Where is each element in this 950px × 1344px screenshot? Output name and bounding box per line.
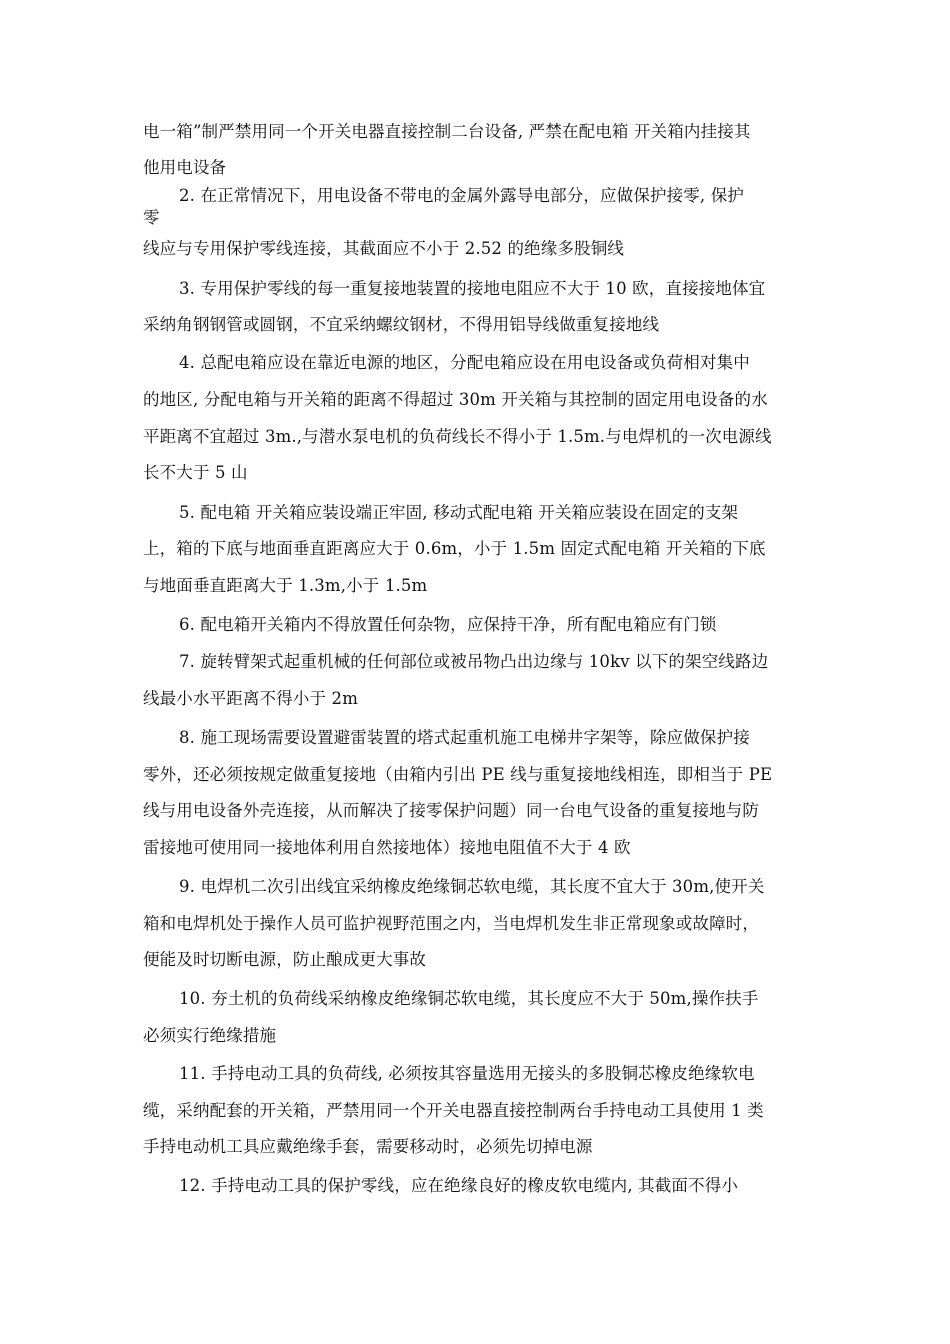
text-line: 手持电动机工具应戴绝缘手套，需要移动时，必须先切掉电源 xyxy=(143,1137,593,1156)
text-line: 与地面垂直距离大于 1.3m,小于 1.5m xyxy=(143,576,428,595)
text-line: 2. 在正常情况下，用电设备不带电的金属外露导电部分，应做保护接零, 保护 xyxy=(179,186,745,205)
text-line: 12. 手持电动工具的保护零线，应在绝缘良好的橡皮软电缆内, 其截面不得小 xyxy=(179,1176,739,1195)
text-line: 零外，还必须按规定做重复接地（由箱内引出 PE 线与重复接地线相连，即相当于 PE xyxy=(143,765,773,784)
text-line: 8. 施工现场需要设置避雷装置的塔式起重机施工电梯井字架等，除应做保护接 xyxy=(179,728,750,747)
text-line: 电一箱”制严禁用同一个开关电器直接控制二台设备, 严禁在配电箱 开关箱内挂接其 xyxy=(143,122,751,141)
text-line: 5. 配电箱 开关箱应装设端正牢固, 移动式配电箱 开关箱应装设在固定的支架 xyxy=(179,503,739,522)
text-line: 线与用电设备外壳连接，从而解决了接零保护问题）同一台电气设备的重复接地与防 xyxy=(143,801,760,820)
text-line: 箱和电焊机处于操作人员可监护视野范围之内，当电焊机发生非正常现象或故障时， xyxy=(143,914,760,933)
text-line: 10. 夯土机的负荷线采纳橡皮绝缘铜芯软电缆，其长度应不大于 50m,操作扶手 xyxy=(179,989,759,1008)
text-line: 零 xyxy=(143,208,160,227)
text-line: 11. 手持电动工具的负荷线, 必须按其容量选用无接头的多股铜芯橡皮绝缘软电 xyxy=(179,1064,755,1083)
text-line: 的地区, 分配电箱与开关箱的距离不得超过 30m 开关箱与其控制的固定用电设备的水 xyxy=(143,390,768,409)
text-line: 9. 电焊机二次引出线宜采纳橡皮绝缘铜芯软电缆，其长度不宜大于 30m,使开关 xyxy=(179,877,765,896)
text-line: 线应与专用保护零线连接，其截面应不小于 2.52 的绝缘多股铜线 xyxy=(143,239,625,258)
text-line: 便能及时切断电源，防止酿成更大事故 xyxy=(143,950,427,969)
text-line: 6. 配电箱开关箱内不得放置任何杂物，应保持干净，所有配电箱应有门锁 xyxy=(179,615,717,634)
text-line: 雷接地可使用同一接地体利用自然接地体）接地电阻值不大于 4 欧 xyxy=(143,838,631,857)
text-line: 平距离不宜超过 3m.,与潜水泵电机的负荷线长不得小于 1.5m.与电焊机的一次电源线 xyxy=(143,427,772,446)
text-line: 3. 专用保护零线的每一重复接地装置的接地电阻应不大于 10 欧，直接接地体宜 xyxy=(179,279,766,298)
text-line: 7. 旋转臂架式起重机械的任何部位或被吊物凸出边缘与 10kv 以下的架空线路边 xyxy=(179,652,769,671)
text-line: 他用电设备 xyxy=(143,158,227,177)
text-line: 采纳角钢钢管或圆钢，不宜采纳螺纹钢材，不得用铝导线做重复接地线 xyxy=(143,315,660,334)
text-line: 上，箱的下底与地面垂直距离应大于 0.6m，小于 1.5m 固定式配电箱 开关箱的下底 xyxy=(143,539,766,558)
text-line: 4. 总配电箱应设在靠近电源的地区，分配电箱应设在用电设备或负荷相对集中 xyxy=(179,353,750,372)
text-line: 长不大于 5 山 xyxy=(143,463,248,482)
text-line: 线最小水平距离不得小于 2m xyxy=(143,689,358,708)
text-line: 必须实行绝缘措施 xyxy=(143,1026,277,1045)
text-line: 缆，采纳配套的开关箱，严禁用同一个开关电器直接控制两台手持电动工具使用 1 类 xyxy=(143,1101,764,1120)
